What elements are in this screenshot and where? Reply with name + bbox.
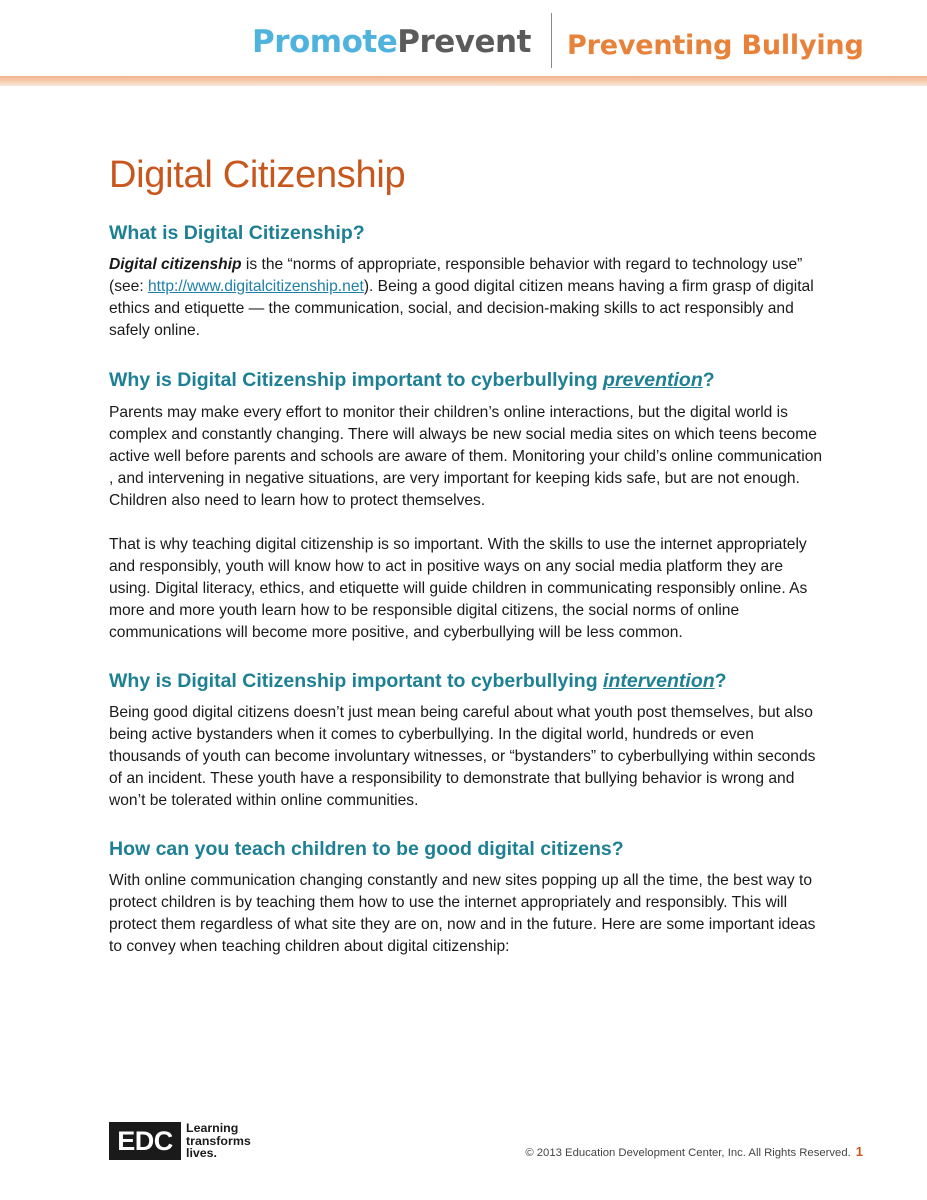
program-title: Preventing Bullying: [567, 30, 864, 61]
brand-promote: Promote: [252, 24, 398, 60]
section-heading-how-to-teach: How can you teach children to be good digital citizens?: [109, 838, 624, 860]
definition-text-continued: ). Being a good digital citizen means having a firm grasp of digital ethics and etiquette — the communication, social, and decision-making skills to act responsibly and safely online.: [109, 278, 814, 339]
edc-tagline: [186, 1122, 251, 1160]
section-heading-what-is: What is Digital Citizenship?: [109, 222, 365, 244]
heading-text: Why is Digital Citizenship important to cyberbullying: [109, 670, 604, 692]
section-paragraph: Being good digital citizens doesn’t just mean being careful about what youth post themselves, but also being active bystanders when it comes to cyberbullying. In the digital world, hundreds or even thousands of youth can become involuntary witnesses, or “bystanders” to cyberbullying within seconds of an incident. These youth have a responsibility to demonstrate that bullying behavior is wrong and won’t be tolerated within online communities.: [109, 704, 816, 809]
section-paragraph: That is why teaching digital citizenship is so important. With the skills to use the internet appropriately and responsibly, youth will know how to act in positive ways on any social media platform they are using. Digital literacy, ethics, and etiquette will guide children in communicating responsibly online. As more and more youth learn how to be responsible digital citizens, the social norms of online communications will become more positive, and cyberbullying will be less common.: [109, 536, 808, 641]
section-heading-prevention: [109, 367, 824, 393]
copyright-notice: [525, 1144, 863, 1159]
heading-emphasis-prevention: prevention: [603, 369, 703, 391]
document-body: [109, 150, 824, 958]
section-paragraph: Parents may make every effort to monitor their children’s online interactions, but the digital world is complex and constantly changing. There will always be new social media sites on which teens become active well before parents and schools are aware of them. Monitoring your child’s online communication , and intervening in negative situations, are very important for keeping kids safe, but are not enough. Children also need to learn how to protect themselves.: [109, 404, 823, 509]
section-heading-intervention: [109, 668, 824, 694]
heading-question-mark: ?: [714, 670, 727, 692]
heading-emphasis-intervention: intervention: [603, 670, 715, 692]
promoteprevent-logo: [252, 18, 531, 66]
copyright-text: © 2013 Education Development Center, Inc. All Rights Reserved.: [525, 1147, 851, 1159]
brand-prevent: Prevent: [397, 24, 531, 60]
page-header: [0, 0, 927, 86]
heading-text: Why is Digital Citizenship important to cyberbullying: [109, 369, 604, 391]
tagline-line: Learning: [186, 1121, 239, 1136]
heading-question-mark: ?: [702, 369, 715, 391]
tagline-line: lives.: [186, 1146, 218, 1161]
header-divider: [551, 13, 552, 68]
section-paragraph-definition: [109, 254, 824, 342]
page-number: 1: [855, 1144, 863, 1159]
document-title: Digital Citizenship: [109, 154, 406, 196]
edc-logo: [109, 1121, 251, 1161]
term-digital-citizenship: Digital citizenship: [109, 256, 242, 273]
digitalcitizenship-link[interactable]: http://www.digitalcitizenship.net: [148, 278, 364, 295]
header-band: [0, 76, 927, 86]
section-paragraph: With online communication changing constantly and new sites popping up all the time, the best way to protect children is by teaching them how to use the internet appropriately and responsibly. This will protect them regardless of what site they are on, now and in the future. Here are some important ideas to convey when teaching children about digital citizenship:: [109, 872, 816, 955]
definition-text: is the “norms of appropriate, responsible behavior with regard to technology use” (see:: [109, 256, 803, 295]
edc-logo-box: EDC: [109, 1122, 181, 1160]
tagline-line: transforms: [186, 1133, 251, 1148]
